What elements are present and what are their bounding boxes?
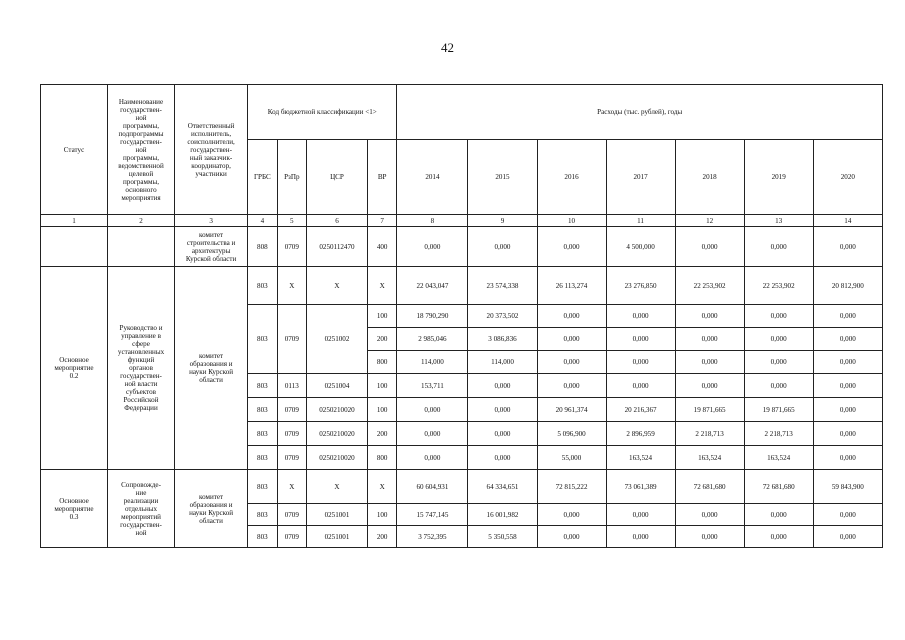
executor-cell: комитет образования и науки Курской области [175, 267, 248, 470]
value-cell: 20 961,374 [537, 398, 606, 422]
value-cell: 0,000 [606, 328, 675, 351]
value-cell: 0,000 [813, 398, 882, 422]
rzpr-cell: 0113 [277, 374, 306, 398]
rzpr-cell: 0709 [277, 422, 306, 446]
value-cell: 0,000 [675, 305, 744, 328]
value-cell: 20 216,367 [606, 398, 675, 422]
vr-cell: 100 [367, 504, 396, 526]
value-cell: 73 061,389 [606, 470, 675, 504]
value-cell: 153,711 [397, 374, 468, 398]
vr-cell: 200 [367, 526, 396, 548]
value-cell: 0,000 [675, 374, 744, 398]
value-cell: 64 334,651 [468, 470, 537, 504]
column-number: 3 [175, 215, 248, 227]
value-cell: 0,000 [675, 351, 744, 374]
header-row-top [41, 85, 883, 140]
value-cell: 22 043,047 [397, 267, 468, 305]
value-cell: 3 752,395 [397, 526, 468, 548]
value-cell: 0,000 [397, 227, 468, 267]
value-cell: 0,000 [744, 374, 813, 398]
value-cell: 72 681,680 [744, 470, 813, 504]
header-executor: Ответственный исполнитель, соисполнители, государствен- ный заказчик- координатор, участники [175, 85, 248, 215]
value-cell: 18 790,290 [397, 305, 468, 328]
executor-cell: комитет образования и науки Курской области [175, 470, 248, 548]
vr-cell: 200 [367, 422, 396, 446]
column-number: 4 [248, 215, 277, 227]
csr-cell: 0251001 [307, 526, 368, 548]
column-number: 7 [367, 215, 396, 227]
value-cell: 0,000 [813, 526, 882, 548]
value-cell: 60 604,931 [397, 470, 468, 504]
executor-cell: комитет строительства и архитектуры Курской области [175, 227, 248, 267]
value-cell: 0,000 [468, 227, 537, 267]
value-cell: 0,000 [813, 446, 882, 470]
header-vr: ВР [367, 140, 396, 215]
grbs-cell: 803 [248, 305, 277, 374]
csr-cell: 0250112470 [307, 227, 368, 267]
header-year: 2014 [397, 140, 468, 215]
vr-cell: 800 [367, 351, 396, 374]
value-cell: 0,000 [537, 351, 606, 374]
value-cell: 0,000 [537, 504, 606, 526]
value-cell: 15 747,145 [397, 504, 468, 526]
column-number: 13 [744, 215, 813, 227]
value-cell: 0,000 [468, 398, 537, 422]
value-cell: 0,000 [606, 374, 675, 398]
value-cell: 0,000 [537, 374, 606, 398]
column-number: 14 [813, 215, 882, 227]
value-cell: 0,000 [744, 526, 813, 548]
value-cell: 0,000 [397, 422, 468, 446]
value-cell: 0,000 [744, 504, 813, 526]
grbs-cell: 803 [248, 267, 277, 305]
header-year: 2020 [813, 140, 882, 215]
value-cell: 114,000 [468, 351, 537, 374]
rzpr-cell: 0709 [277, 504, 306, 526]
status-cell: Основное мероприятие 0.3 [41, 470, 108, 548]
header-program-name: Наименование государствен- ной программы, подпрограммы государствен- ной программы, ведомственной целевой программы, основного мероприятия [108, 85, 175, 215]
grbs-cell: 803 [248, 398, 277, 422]
value-cell: 22 253,902 [744, 267, 813, 305]
rzpr-cell: 0709 [277, 305, 306, 374]
vr-cell: 100 [367, 374, 396, 398]
grbs-cell: 808 [248, 227, 277, 267]
program-name-cell [108, 227, 175, 267]
header-year: 2018 [675, 140, 744, 215]
value-cell: 0,000 [675, 504, 744, 526]
value-cell: 2 218,713 [675, 422, 744, 446]
column-number: 12 [675, 215, 744, 227]
value-cell: 0,000 [606, 504, 675, 526]
page-number: 42 [441, 40, 454, 55]
column-number: 5 [277, 215, 306, 227]
value-cell: 23 276,850 [606, 267, 675, 305]
header-year: 2017 [606, 140, 675, 215]
value-cell: 2 218,713 [744, 422, 813, 446]
rzpr-cell: 0709 [277, 526, 306, 548]
value-cell: 19 871,665 [744, 398, 813, 422]
header-expenses: Расходы (тыс. рублей), годы [397, 85, 883, 140]
rzpr-cell: Х [277, 470, 306, 504]
value-cell: 163,524 [744, 446, 813, 470]
value-cell: 0,000 [537, 305, 606, 328]
value-cell: 0,000 [468, 446, 537, 470]
program-name-cell: Сопровожде- ние реализации отдельных мероприятий государствен- ной [108, 470, 175, 548]
value-cell: 0,000 [468, 374, 537, 398]
vr-cell: 100 [367, 398, 396, 422]
column-numbers-row [41, 215, 883, 227]
value-cell: 0,000 [813, 328, 882, 351]
csr-cell: 0251001 [307, 504, 368, 526]
value-cell: 0,000 [813, 227, 882, 267]
table-row [41, 470, 883, 504]
value-cell: 0,000 [744, 328, 813, 351]
value-cell: 55,000 [537, 446, 606, 470]
column-number: 10 [537, 215, 606, 227]
grbs-cell: 803 [248, 504, 277, 526]
header-year: 2015 [468, 140, 537, 215]
vr-cell: 200 [367, 328, 396, 351]
header-year: 2019 [744, 140, 813, 215]
value-cell: 5 096,900 [537, 422, 606, 446]
grbs-cell: 803 [248, 526, 277, 548]
value-cell: 0,000 [537, 227, 606, 267]
value-cell: 22 253,902 [675, 267, 744, 305]
value-cell: 4 500,000 [606, 227, 675, 267]
column-number: 1 [41, 215, 108, 227]
grbs-cell: 803 [248, 374, 277, 398]
table-row [41, 227, 883, 267]
header-rzpr: РзПр [277, 140, 306, 215]
csr-cell: 0250210020 [307, 446, 368, 470]
value-cell: 0,000 [606, 526, 675, 548]
value-cell: 2 985,046 [397, 328, 468, 351]
value-cell: 26 113,274 [537, 267, 606, 305]
vr-cell: Х [367, 267, 396, 305]
value-cell: 0,000 [675, 328, 744, 351]
value-cell: 163,524 [675, 446, 744, 470]
header-status: Статус [41, 85, 108, 215]
value-cell: 0,000 [813, 422, 882, 446]
value-cell: 72 681,680 [675, 470, 744, 504]
value-cell: 0,000 [744, 227, 813, 267]
header-csr: ЦСР [307, 140, 368, 215]
vr-cell: 400 [367, 227, 396, 267]
value-cell: 114,000 [397, 351, 468, 374]
csr-cell: 0250210020 [307, 422, 368, 446]
value-cell: 0,000 [813, 504, 882, 526]
status-cell: Основное мероприятие 0.2 [41, 267, 108, 470]
value-cell: 0,000 [537, 328, 606, 351]
budget-table [40, 84, 883, 548]
value-cell: 0,000 [606, 351, 675, 374]
value-cell: 5 350,558 [468, 526, 537, 548]
column-number: 6 [307, 215, 368, 227]
column-number: 2 [108, 215, 175, 227]
csr-cell: 0251004 [307, 374, 368, 398]
header-grbs: ГРБС [248, 140, 277, 215]
rzpr-cell: 0709 [277, 398, 306, 422]
grbs-cell: 803 [248, 470, 277, 504]
value-cell: 20 373,502 [468, 305, 537, 328]
value-cell: 0,000 [813, 351, 882, 374]
value-cell: 59 843,900 [813, 470, 882, 504]
vr-cell: 800 [367, 446, 396, 470]
csr-cell: Х [307, 267, 368, 305]
value-cell: 20 812,900 [813, 267, 882, 305]
value-cell: 0,000 [813, 374, 882, 398]
value-cell: 0,000 [397, 446, 468, 470]
value-cell: 0,000 [813, 305, 882, 328]
value-cell: 0,000 [397, 398, 468, 422]
grbs-cell: 803 [248, 422, 277, 446]
rzpr-cell: 0709 [277, 446, 306, 470]
value-cell: 3 086,836 [468, 328, 537, 351]
value-cell: 19 871,665 [675, 398, 744, 422]
status-cell [41, 227, 108, 267]
vr-cell: Х [367, 470, 396, 504]
csr-cell: Х [307, 470, 368, 504]
value-cell: 16 001,982 [468, 504, 537, 526]
value-cell: 0,000 [606, 305, 675, 328]
csr-cell: 0250210020 [307, 398, 368, 422]
value-cell: 2 896,959 [606, 422, 675, 446]
value-cell: 0,000 [744, 351, 813, 374]
header-year: 2016 [537, 140, 606, 215]
value-cell: 72 815,222 [537, 470, 606, 504]
value-cell: 163,524 [606, 446, 675, 470]
rzpr-cell: 0709 [277, 227, 306, 267]
csr-cell: 0251002 [307, 305, 368, 374]
grbs-cell: 803 [248, 446, 277, 470]
value-cell: 0,000 [744, 305, 813, 328]
column-number: 11 [606, 215, 675, 227]
column-number: 9 [468, 215, 537, 227]
rzpr-cell: Х [277, 267, 306, 305]
value-cell: 0,000 [537, 526, 606, 548]
value-cell: 0,000 [675, 227, 744, 267]
value-cell: 0,000 [468, 422, 537, 446]
header-budget-code: Код бюджетной классификации <1> [248, 85, 397, 140]
value-cell: 0,000 [675, 526, 744, 548]
program-name-cell: Руководство и управление в сфере установленных функций органов государствен- ной власти субъектов Российской Федерации [108, 267, 175, 470]
vr-cell: 100 [367, 305, 396, 328]
table-row [41, 267, 883, 305]
value-cell: 23 574,338 [468, 267, 537, 305]
column-number: 8 [397, 215, 468, 227]
